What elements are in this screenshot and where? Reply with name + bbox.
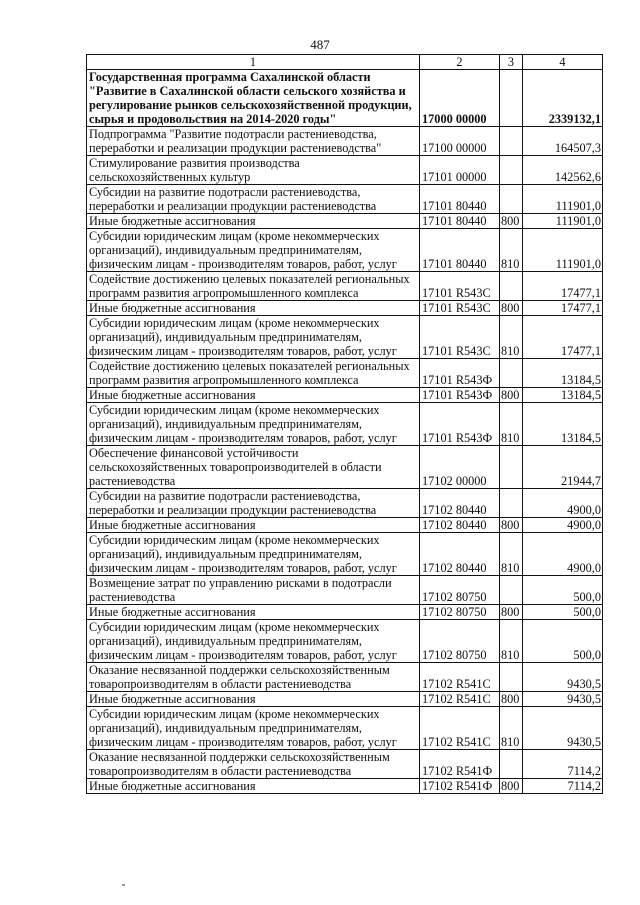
row-vr: 810 (500, 707, 523, 750)
row-amount: 4900,0 (523, 489, 603, 518)
row-name: Субсидии на развитие подотрасли растениеводства, переработки и реализации продукции растениеводства (87, 185, 420, 214)
row-name: Субсидии на развитие подотрасли растениеводства, переработки и реализации продукции растениеводства (87, 489, 420, 518)
row-vr: 800 (500, 605, 523, 620)
row-amount: 111901,0 (523, 229, 603, 272)
row-code: 17101 R543Ф (420, 388, 500, 403)
table-row (87, 214, 603, 229)
row-amount: 13184,5 (523, 403, 603, 446)
row-amount: 13184,5 (523, 388, 603, 403)
table-row (87, 518, 603, 533)
row-name: Иные бюджетные ассигнования (87, 518, 420, 533)
row-vr (500, 576, 523, 605)
row-code: 17101 R543Ф (420, 359, 500, 388)
row-name: Иные бюджетные ассигнования (87, 605, 420, 620)
row-name: Иные бюджетные ассигнования (87, 214, 420, 229)
row-code: 17101 00000 (420, 156, 500, 185)
page-number: 487 (310, 37, 330, 52)
row-vr (500, 489, 523, 518)
row-amount: 17477,1 (523, 316, 603, 359)
row-code: 17100 00000 (420, 127, 500, 156)
row-amount: 7114,2 (523, 750, 603, 779)
row-vr: 810 (500, 403, 523, 446)
row-vr: 800 (500, 692, 523, 707)
table-row (87, 388, 603, 403)
row-code: 17102 80440 (420, 518, 500, 533)
row-amount: 500,0 (523, 576, 603, 605)
row-code: 17102 80440 (420, 489, 500, 518)
row-amount: 111901,0 (523, 214, 603, 229)
table-row (87, 533, 603, 576)
row-name: Содействие достижению целевых показателей региональных программ развития агропромышленного комплекса (87, 359, 420, 388)
row-vr: 800 (500, 301, 523, 316)
row-name: Оказание несвязанной поддержки сельскохозяйственным товаропроизводителям в области растениеводства (87, 750, 420, 779)
row-name: Стимулирование развития производства сельскохозяйственных культур (87, 156, 420, 185)
row-code: 17102 R541Ф (420, 779, 500, 794)
row-code: 17102 80750 (420, 576, 500, 605)
row-name: Подпрограмма "Развитие подотрасли растениеводства, переработки и реализации продукции растениеводства" (87, 127, 420, 156)
table-row (87, 576, 603, 605)
row-code: 17101 R543С (420, 272, 500, 301)
table-row (87, 403, 603, 446)
row-vr (500, 127, 523, 156)
row-name: Возмещение затрат по управлению рисками в подотрасли растениеводства (87, 576, 420, 605)
table-row (87, 70, 603, 127)
row-name: Субсидии юридическим лицам (кроме некоммерческих организаций), индивидуальным предпринимателям, физическим лицам - производителям товаров, работ, услуг (87, 229, 420, 272)
row-amount: 4900,0 (523, 533, 603, 576)
table-row (87, 707, 603, 750)
column-header-code: 2 (420, 55, 500, 70)
row-name: Субсидии юридическим лицам (кроме некоммерческих организаций), индивидуальным предпринимателям, физическим лицам - производителям товаров, работ, услуг (87, 533, 420, 576)
row-amount: 500,0 (523, 605, 603, 620)
row-amount: 17477,1 (523, 272, 603, 301)
row-vr (500, 446, 523, 489)
row-code: 17000 00000 (420, 70, 500, 127)
row-amount: 4900,0 (523, 518, 603, 533)
scan-mark (122, 884, 125, 886)
row-amount: 2339132,1 (523, 70, 603, 127)
row-vr: 800 (500, 779, 523, 794)
table-row (87, 301, 603, 316)
row-code: 17102 00000 (420, 446, 500, 489)
row-code: 17102 80440 (420, 533, 500, 576)
row-name: Субсидии юридическим лицам (кроме некоммерческих организаций), индивидуальным предпринимателям, физическим лицам - производителям товаров, работ, услуг (87, 403, 420, 446)
row-name: Иные бюджетные ассигнования (87, 692, 420, 707)
row-name: Содействие достижению целевых показателей региональных программ развития агропромышленного комплекса (87, 272, 420, 301)
table-row (87, 692, 603, 707)
row-code: 17101 80440 (420, 229, 500, 272)
row-name: Субсидии юридическим лицам (кроме некоммерческих организаций), индивидуальным предпринимателям, физическим лицам - производителям товаров, работ, услуг (87, 316, 420, 359)
row-code: 17101 80440 (420, 185, 500, 214)
budget-table (86, 54, 603, 794)
row-vr (500, 359, 523, 388)
table-row (87, 229, 603, 272)
row-vr (500, 156, 523, 185)
row-name: Иные бюджетные ассигнования (87, 779, 420, 794)
row-amount: 9430,5 (523, 707, 603, 750)
row-vr: 810 (500, 533, 523, 576)
row-name: Государственная программа Сахалинской области "Развитие в Сахалинской области сельского хозяйства и регулирование рынков сельскохозяйственной продукции, сырья и продовольствия на 2014-2020 годы" (87, 70, 420, 127)
row-vr (500, 185, 523, 214)
table-row (87, 489, 603, 518)
row-amount: 21944,7 (523, 446, 603, 489)
row-vr: 810 (500, 620, 523, 663)
row-amount: 9430,5 (523, 692, 603, 707)
row-name: Оказание несвязанной поддержки сельскохозяйственным товаропроизводителям в области растениеводства (87, 663, 420, 692)
table-row (87, 779, 603, 794)
row-name: Иные бюджетные ассигнования (87, 388, 420, 403)
table-row (87, 750, 603, 779)
row-vr (500, 70, 523, 127)
row-vr: 800 (500, 518, 523, 533)
row-amount: 500,0 (523, 620, 603, 663)
row-name: Субсидии юридическим лицам (кроме некоммерческих организаций), индивидуальным предпринимателям, физическим лицам - производителям товаров, работ, услуг (87, 707, 420, 750)
row-vr: 800 (500, 388, 523, 403)
row-vr: 800 (500, 214, 523, 229)
row-code: 17102 R541С (420, 692, 500, 707)
row-name: Иные бюджетные ассигнования (87, 301, 420, 316)
table-row (87, 446, 603, 489)
row-code: 17102 80750 (420, 620, 500, 663)
row-code: 17101 R543С (420, 301, 500, 316)
row-amount: 142562,6 (523, 156, 603, 185)
row-amount: 13184,5 (523, 359, 603, 388)
table-row (87, 272, 603, 301)
row-code: 17101 80440 (420, 214, 500, 229)
table-row (87, 605, 603, 620)
row-amount: 7114,2 (523, 779, 603, 794)
table-row (87, 620, 603, 663)
row-vr: 810 (500, 229, 523, 272)
row-amount: 111901,0 (523, 185, 603, 214)
row-vr: 810 (500, 316, 523, 359)
row-name: Обеспечение финансовой устойчивости сельскохозяйственных товаропроизводителей в области растениеводства (87, 446, 420, 489)
column-header-vr: 3 (500, 55, 523, 70)
table-row (87, 127, 603, 156)
table-row (87, 156, 603, 185)
row-code: 17102 R541С (420, 707, 500, 750)
row-code: 17101 R543С (420, 316, 500, 359)
row-amount: 9430,5 (523, 663, 603, 692)
table-row (87, 185, 603, 214)
table-header-row (87, 55, 603, 70)
row-amount: 164507,3 (523, 127, 603, 156)
row-name: Субсидии юридическим лицам (кроме некоммерческих организаций), индивидуальным предпринимателям, физическим лицам - производителям товаров, работ, услуг (87, 620, 420, 663)
row-vr (500, 272, 523, 301)
table-body (87, 70, 603, 794)
row-amount: 17477,1 (523, 301, 603, 316)
table-row (87, 663, 603, 692)
column-header-name: 1 (87, 55, 420, 70)
row-vr (500, 663, 523, 692)
table-row (87, 359, 603, 388)
row-code: 17102 R541С (420, 663, 500, 692)
column-header-amount: 4 (523, 55, 603, 70)
row-code: 17101 R543Ф (420, 403, 500, 446)
row-vr (500, 750, 523, 779)
row-code: 17102 R541Ф (420, 750, 500, 779)
row-code: 17102 80750 (420, 605, 500, 620)
table-row (87, 316, 603, 359)
